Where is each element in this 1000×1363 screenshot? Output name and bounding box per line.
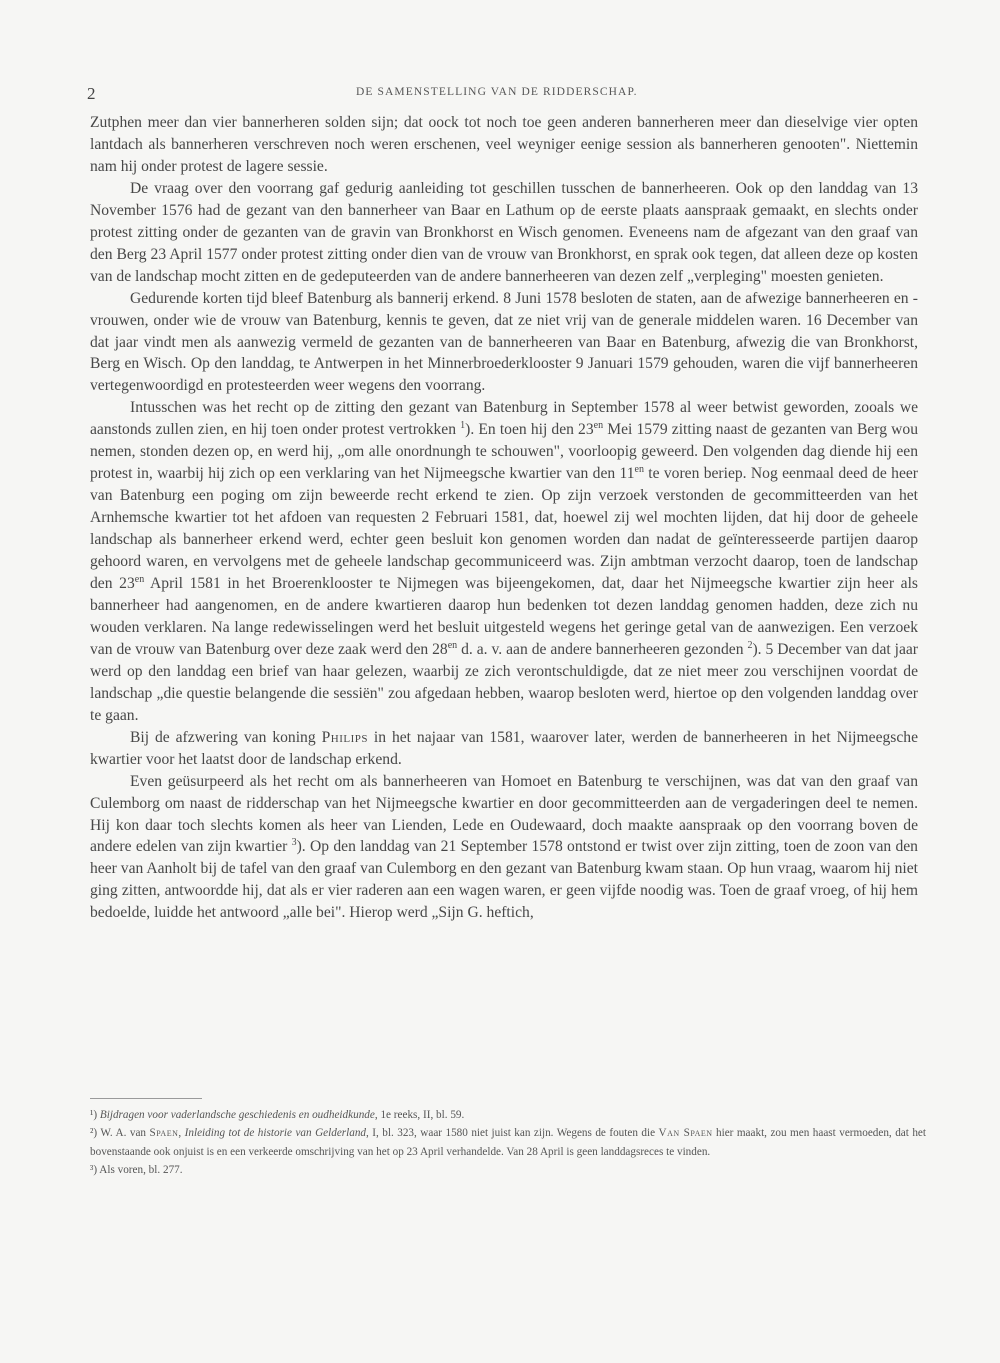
footnote-mark: ²) [90,1127,98,1140]
footnote-source-title: Bijdragen voor vaderlandsche geschiedenis en oudheidkunde [99,1109,375,1121]
paragraph-4-text: d. a. v. aan de andere bannerheeren gezonden [457,640,748,658]
paragraph-3: Gedurende korten tijd bleef Batenburg als bannerij erkend. 8 Juni 1578 besloten de staten, aan de afwezige bannerheeren en -vrouwen, onder wie de vrouw van Batenburg, kennis te geven, dat ze niet vrij van de generale middelen waren. 16 December van dat jaar vindt men als aanwezig vermeld de gezanten van de bannerheeren van Baar en Batenburg, afwezig die van Bronkhorst, Berg en Wisch. Op den landdag, te Antwerpen in het Minnerbroederklooster 9 Januari 1579 gehouden, waren die vijf bannerheeren vertegenwoordigd en protesteerden weer wegens den voorrang. [90,289,918,395]
superscript-en: en [634,464,644,476]
footnote-author: Spaen [149,1127,179,1140]
paragraph-4-text: ). En toen hij den 23 [465,421,594,439]
footnote-text: , 1e reeks, II, bl. 59. [374,1109,465,1121]
paragraph-5-text: Bij de afzwering van koning [130,728,322,746]
footnote-ref-2[interactable]: 2 [747,639,753,651]
paragraph-4-text: Intusschen was het recht op de zitting den gezant van Batenburg in September 1578 al weer betwist geworden, zooals we aanstonds zullen zien, en hij toen onder protest vertrokken [90,399,918,439]
footnote-mark: ¹) [90,1109,98,1121]
footnote-text: hier maakt, zou men haast vermoeden, dat het bovenstaande ook onjuist is en een verkeerde omschrijving van het op 23 April verhandelde. Van 28 April is geen landdagsreces te vinden. [90,1127,926,1158]
paragraph-4 [90,397,918,726]
footnote-ref-3[interactable]: 3 [291,837,297,849]
footnote-text: , [178,1127,185,1140]
paragraph-4-text: April 1581 in het Broerenklooster te Nijmegen was bijeengekomen, dat, daar het Nijmeegsche kwartier zijn heer als bannerheer had aangenomen, en de andere kwartieren daarop hun bedenken tot dezen landdag genomen hadden, deze zich nu wouden verklaren. Na lange redewisselingen werd het besluit uitgesteld wegens het geringe getal van de aanwezigen. Een verzoek van de vrouw van Batenburg over deze zaak werd den 28 [90,575,918,658]
footnote-3 [90,1161,926,1179]
paragraph-4-text: ). 5 December van dat jaar werd op den landdag een brief van haar gelezen, waarbij ze zich verontschuldigde, dat ze niet meer zou verschijnen voordat de landschap „die questie belangende die sessiën" zou afgedaan hebben, waarop besloten werd, hiertoe op den volgenden landdag over te gaan. [90,640,918,724]
footnote-1 [90,1106,926,1124]
paragraph-4-text: te voren beriep. Nog eenmaal deed de heer van Batenburg een poging om zijn beweerde recht erkend te zien. Op zijn verzoek verstonden de gecommitteerden van het Arnhemsche kwartier tot het afdoen van requesten 2 Februari 1581, dat, hoewel zij wel mochten lijden, dat hij door de geheele landschap als bannerheer erkend werd, echter geen besluit kon genomen worden dan nadat de geïnteresseerde partijen daarop gehoord waren, en vervolgens met de geheele landschap gecommuniceerd was. Zijn ambtman verzocht daarop, toen de landschap den 23 [90,465,918,593]
paragraph-5 [90,727,918,771]
footnotes [90,1106,926,1180]
paragraph-6-text: Even geüsurpeerd als het recht om als bannerheeren van Homoet en Batenburg te verschijnen, was dat van den graaf van Culemborg om naast de ridderschap van het Nijmeegsche kwartier en door gecommitteerden aan de vergaderingen deel te nemen. Hij kon daar toch slechts komen als heer van Lienden, Lede en Oudewaard, doch maakte aanspraak op den voorrang boven de andere edelen van zijn kwartier [90,772,918,856]
paragraph-1: Zutphen meer dan vier bannerheren solden sijn; dat oock tot noch toe geen anderen bannerheren meer dan dieselvige vier opten lantdach als bannerheren verschreven noch weren erschenen, veel weyniger eenige session als bannerheren genooten". Niettemin nam hij onder protest de lagere sessie. [90,114,918,175]
person-name: Van Spaen [658,1127,713,1140]
page-number: 2 [87,84,96,103]
body-text [90,112,918,924]
footnote-mark: ³) [90,1164,98,1177]
paragraph-6-text: ). Op den landdag van 21 September 1578 ontstond er twist over zijn zitting, toen de zoon van den heer van Aanholt bij de tafel van den graaf van Culemborg en den gezant van Batenburg kwam staan. Op hun vraag, waarom hij niet ging zitten, antwoordde hij, dat als er vier raderen aan een wagen waren, er geen vijfde noodig was. Toen de graaf vroeg, of hij hem bedoelde, luidde het antwoord „alle bei". Hierop werd „Sijn G. heftich, [90,838,918,922]
paragraph-2: De vraag over den voorrang gaf gedurig aanleiding tot geschillen tusschen de bannerheeren. Ook op den landdag van 13 November 1576 had de gezant van den bannerheer van Baar en Lathum op de eerste plaats aanspraak gemaakt, en slechts onder protest zitting onder de gezanten van de gravin van Bronkhorst en Wisch genomen. Eveneens nam de afgezant van den graaf van den Berg 23 April 1577 onder protest zitting onder dien van de vrouw van Bronkhorst, en sprak ook tegen, dat alleen deze op kosten van de landschap mocht zitten en de gedeputeerden van de andere bannerheeren van dezen zelf „verpleging" moesten genieten. [90,179,918,285]
footnote-text: Als voren, bl. 277. [99,1164,183,1177]
footnote-source-title: Inleiding tot de historie van Gelderland [184,1127,367,1140]
superscript-en: en [593,420,604,432]
footnote-ref-1[interactable]: 1 [460,420,466,432]
paragraph-6 [90,771,918,925]
superscript-en: en [134,573,145,585]
footnote-divider [90,1098,202,1099]
footnote-2 [90,1124,926,1161]
paragraph-4-text: Mei 1579 zitting naast de gezanten van Berg wou nemen, stonden dezen op, en werd hij, „om alle onordnungh te schouwen", voorloopig geweerd. Den volgenden dag diende hij een protest in, waarbij hij zich op een verklaring van het Nijmeegsche kwartier van den 11 [90,421,918,483]
running-head: DE SAMENSTELLING VAN DE RIDDERSCHAP. [356,86,638,98]
superscript-en: en [447,639,458,651]
footnote-author: W. A. van [100,1127,150,1140]
person-name: Philips [321,728,368,746]
footnote-text: , I, bl. 323, waar 1580 niet juist kan zijn. Wegens de fouten die [366,1127,659,1140]
paragraph-5-text: in het najaar van 1581, waarover later, werden de bannerheeren in het Nijmeegsche kwartier voor het laatst door de landschap erkend. [90,728,918,768]
